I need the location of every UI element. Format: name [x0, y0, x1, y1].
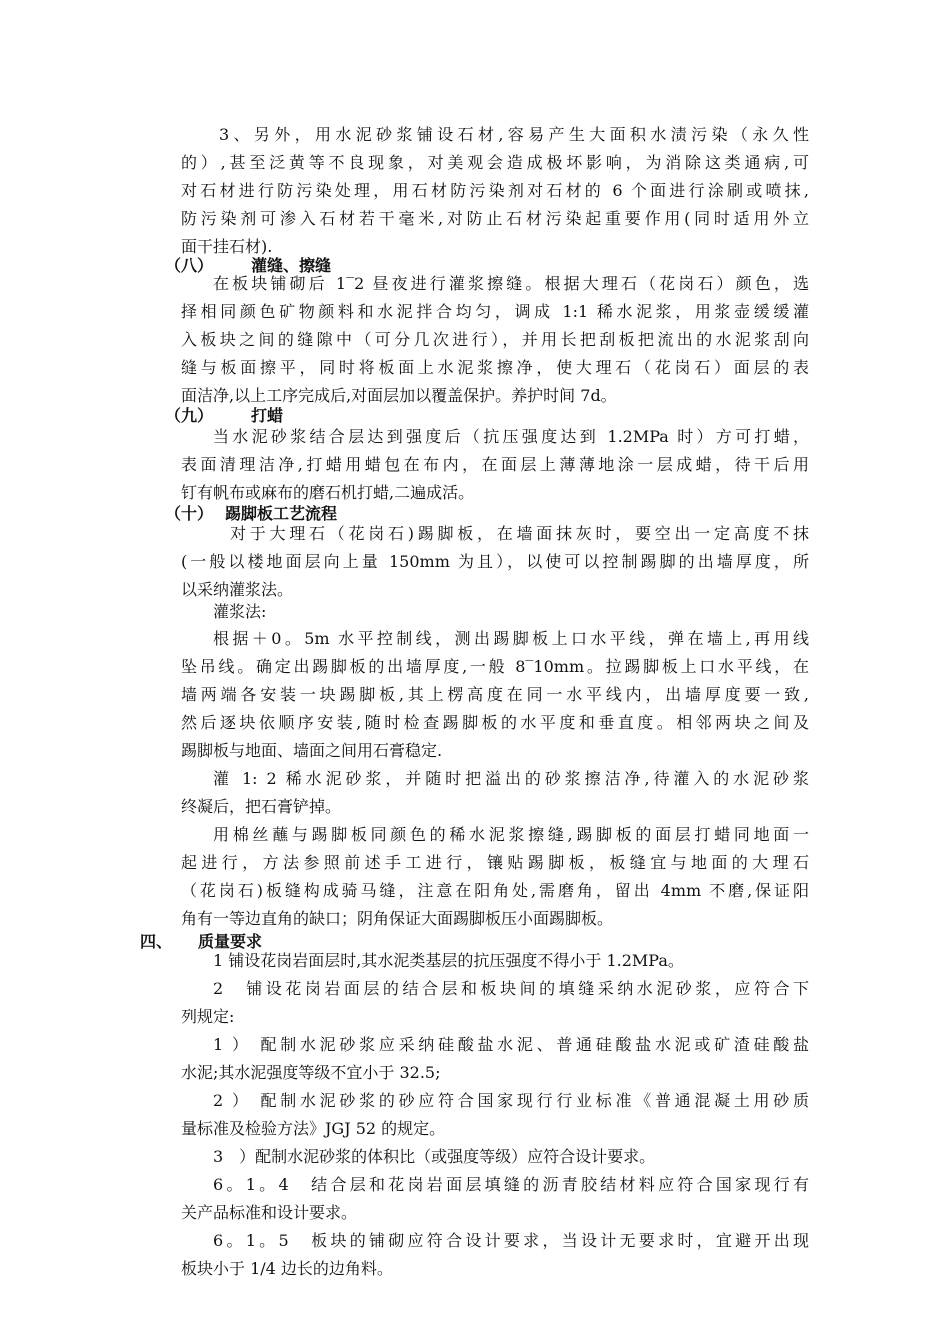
paragraph-line: 3 ）配制水泥砂浆的体积比（或强度等级）应符合设计要求。	[213, 1147, 656, 1166]
paragraph-line: 2 ） 配制水泥砂浆的砂应符合国家现行行业标准《普通混凝土用砂质	[213, 1091, 809, 1110]
paragraph-line: 灌 1: 2 稀水泥砂浆，并随时把溢出的砂浆擦洁净,待灌入的水泥砂浆	[213, 769, 809, 788]
paragraph-line: 灌浆法:	[213, 602, 267, 621]
paragraph-line: 对石材进行防污染处理，用石材防污染剂对石材的 6 个面进行涂刷或喷抹,	[181, 181, 809, 200]
paragraph-line: 当水泥砂浆结合层达到强度后（抗压强度达到 1.2MPa 时）方可打蜡，	[213, 427, 809, 446]
paragraph-line: 6。1。4 结合层和花岗岩面层填缝的沥青胶结材料应符合国家现行有	[213, 1175, 809, 1194]
paragraph-line: 表面清理洁净,打蜡用蜡包在布内，在面层上薄薄地涂一层成蜡，待干后用	[181, 455, 809, 474]
paragraph-line: 3、另外，用水泥砂浆铺设石材,容易产生大面积水渍污染（永久性	[219, 125, 809, 144]
paragraph-line: 在板块铺砌后 1‾2 昼夜进行灌浆擦缝。根据大理石（花岗石）颜色，选	[213, 274, 809, 293]
paragraph-line: 以采纳灌浆法。	[181, 580, 294, 599]
paragraph-line: 6。1。5 板块的铺砌应符合设计要求，当设计无要求时，宜避开出现	[213, 1231, 809, 1250]
section-number: （九）	[165, 406, 214, 425]
section-number: 四、	[140, 932, 173, 951]
paragraph-line: 2 铺设花岗岩面层的结合层和板块间的填缝采纳水泥砂浆，应符合下	[213, 979, 809, 998]
paragraph-line: 角有一等边直角的缺口；阴角保证大面踢脚板压小面踢脚板。	[181, 909, 614, 928]
paragraph-line: 然后逐块依顺序安装,随时检查踢脚板的水平度和垂直度。相邻两块之间及	[181, 713, 809, 732]
paragraph-line: 面洁净,以上工序完成后,对面层加以覆盖保护。养护时间 7d。	[181, 386, 617, 405]
paragraph-line: 1 铺设花岗岩面层时,其水泥类基层的抗压强度不得小于 1.2MPa。	[213, 951, 684, 970]
section-number: （八）	[165, 256, 214, 275]
paragraph-line: 面干挂石材).	[181, 237, 273, 256]
paragraph-line: 起进行，方法参照前述手工进行，镶贴踢脚板，板缝宜与地面的大理石	[181, 853, 809, 872]
paragraph-line: 钉有帆布或麻布的磨石机打蜡,二遍成活。	[181, 483, 475, 502]
section-title: 踢脚板工艺流程	[225, 504, 338, 523]
paragraph-line: 的）,甚至泛黄等不良现象，对美观会造成极坏影响，为消除这类通病,可	[181, 153, 809, 172]
paragraph-line: 量标准及检验方法》JGJ 52 的规定。	[181, 1119, 446, 1138]
paragraph-line: （花岗石)板缝构成骑马缝，注意在阳角处,需磨角，留出 4mm 不磨,保证阳	[181, 881, 809, 900]
section-title: 灌缝、擦缝	[251, 256, 332, 275]
section-number: （十）	[165, 504, 214, 523]
paragraph-line: 择相同颜色矿物颜料和水泥拌合均匀，调成 1:1 稀水泥浆，用浆壶缓缓灌	[181, 302, 809, 321]
paragraph-line: 对于大理石（花岗石)踢脚板，在墙面抹灰时，要空出一定高度不抹	[230, 524, 809, 543]
paragraph-line: (一般以楼地面层向上量 150mm 为且），以使可以控制踢脚的出墙厚度，所	[181, 552, 809, 571]
paragraph-line: 水泥;其水泥强度等级不宜小于 32.5;	[181, 1063, 441, 1082]
paragraph-line: 关产品标准和设计要求。	[181, 1203, 358, 1222]
paragraph-line: 入板块之间的缝隙中（可分几次进行），并用长把刮板把流出的水泥浆刮向	[181, 330, 809, 349]
paragraph-line: 踢脚板与地面、墙面之间用石膏稳定.	[181, 741, 443, 760]
paragraph-line: 列规定:	[181, 1007, 235, 1026]
paragraph-line: 墙两端各安装一块踢脚板,其上楞高度在同一水平线内，出墙厚度要一致,	[181, 685, 809, 704]
section-title: 质量要求	[198, 932, 263, 951]
paragraph-line: 板块小于 1/4 边长的边角料。	[181, 1259, 393, 1278]
paragraph-line: 坠吊线。确定出踢脚板的出墙厚度,一般 8‾10mm。拉踢脚板上口水平线，在	[181, 657, 809, 676]
paragraph-line: 终凝后，把石膏铲掉。	[181, 797, 342, 816]
section-title: 打蜡	[251, 406, 284, 425]
paragraph-line: 根据＋0。5m 水平控制线，测出踢脚板上口水平线，弹在墙上,再用线	[213, 629, 809, 648]
paragraph-line: 缝与板面擦平，同时将板面上水泥浆擦净，使大理石（花岗石）面层的表	[181, 358, 809, 377]
paragraph-line: 1 ） 配制水泥砂浆应采纳硅酸盐水泥、普通硅酸盐水泥或矿渣硅酸盐	[213, 1035, 809, 1054]
paragraph-line: 用棉丝蘸与踢脚板同颜色的稀水泥浆擦缝,踢脚板的面层打蜡同地面一	[213, 825, 809, 844]
paragraph-line: 防污染剂可渗入石材若干毫米,对防止石材污染起重要作用(同时适用外立	[181, 209, 809, 228]
